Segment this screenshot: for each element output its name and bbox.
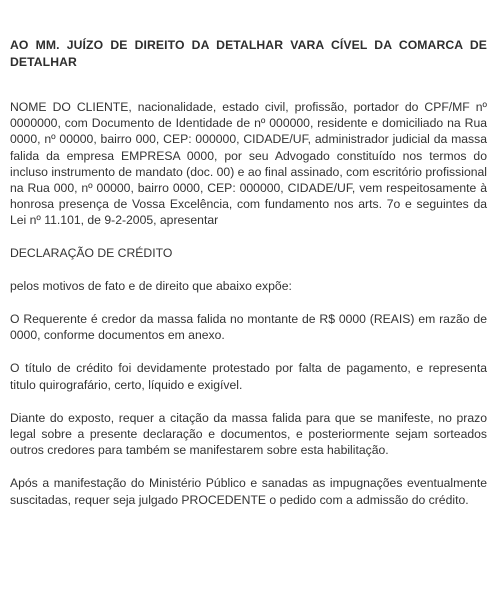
party-qualification-paragraph: NOME DO CLIENTE, nacionalidade, estado civil, profissão, portador do CPF/MF nº 0000000, com Documento de Identidade de nº 000000, residente e domiciliado na Rua 0000, nº 00000, bairro 000, CEP: 000000, CIDADE/UF, administrador judicial da massa falida da empresa EMPRESA 0000, por seu Advogado constituído nos termos do incluso instrumento de mandato (doc. 00) e ao final assinado, com escritório profissional na Rua 000, nº 00000, bairro 0000, CEP: 000000, CIDADE/UF, vem respeitosamente à honrosa presença de Vossa Excelência, com fundamento nos arts. 7o e seguintes da Lei nº 11.101, de 9-2-2005, apresentar — [10, 100, 487, 228]
document-page — [10, 37, 487, 525]
court-address-heading: AO MM. JUÍZO DE DIREITO DA DETALHAR VARA CÍVEL DA COMARCA DE DETALHAR — [10, 38, 487, 69]
credit-amount-paragraph: O Requerente é credor da massa falida no montante de R$ 0000 (REAIS) em razão de 0000, conforme documentos em anexo. — [10, 312, 487, 343]
document-title: DECLARAÇÃO DE CRÉDITO — [10, 245, 173, 260]
protest-paragraph: O título de crédito foi devidamente protestado por falta de pagamento, e representa titulo quirografário, certo, líquido e exigível. — [10, 361, 487, 392]
request-paragraph: Diante do exposto, requer a citação da massa falida para que se manifeste, no prazo legal sobre a presente declaração e documentos, e posteriormente sejam sorteados outros credores para também se manifestarem sobre esta habilitação. — [10, 410, 487, 458]
intro-paragraph: pelos motivos de fato e de direito que abaixo expõe: — [10, 278, 292, 293]
closing-paragraph: Após a manifestação do Ministério Público e sanadas as impugnações eventualmente suscitadas, requer seja julgado PROCEDENTE o pedido com a admissão do crédito. — [10, 476, 487, 507]
